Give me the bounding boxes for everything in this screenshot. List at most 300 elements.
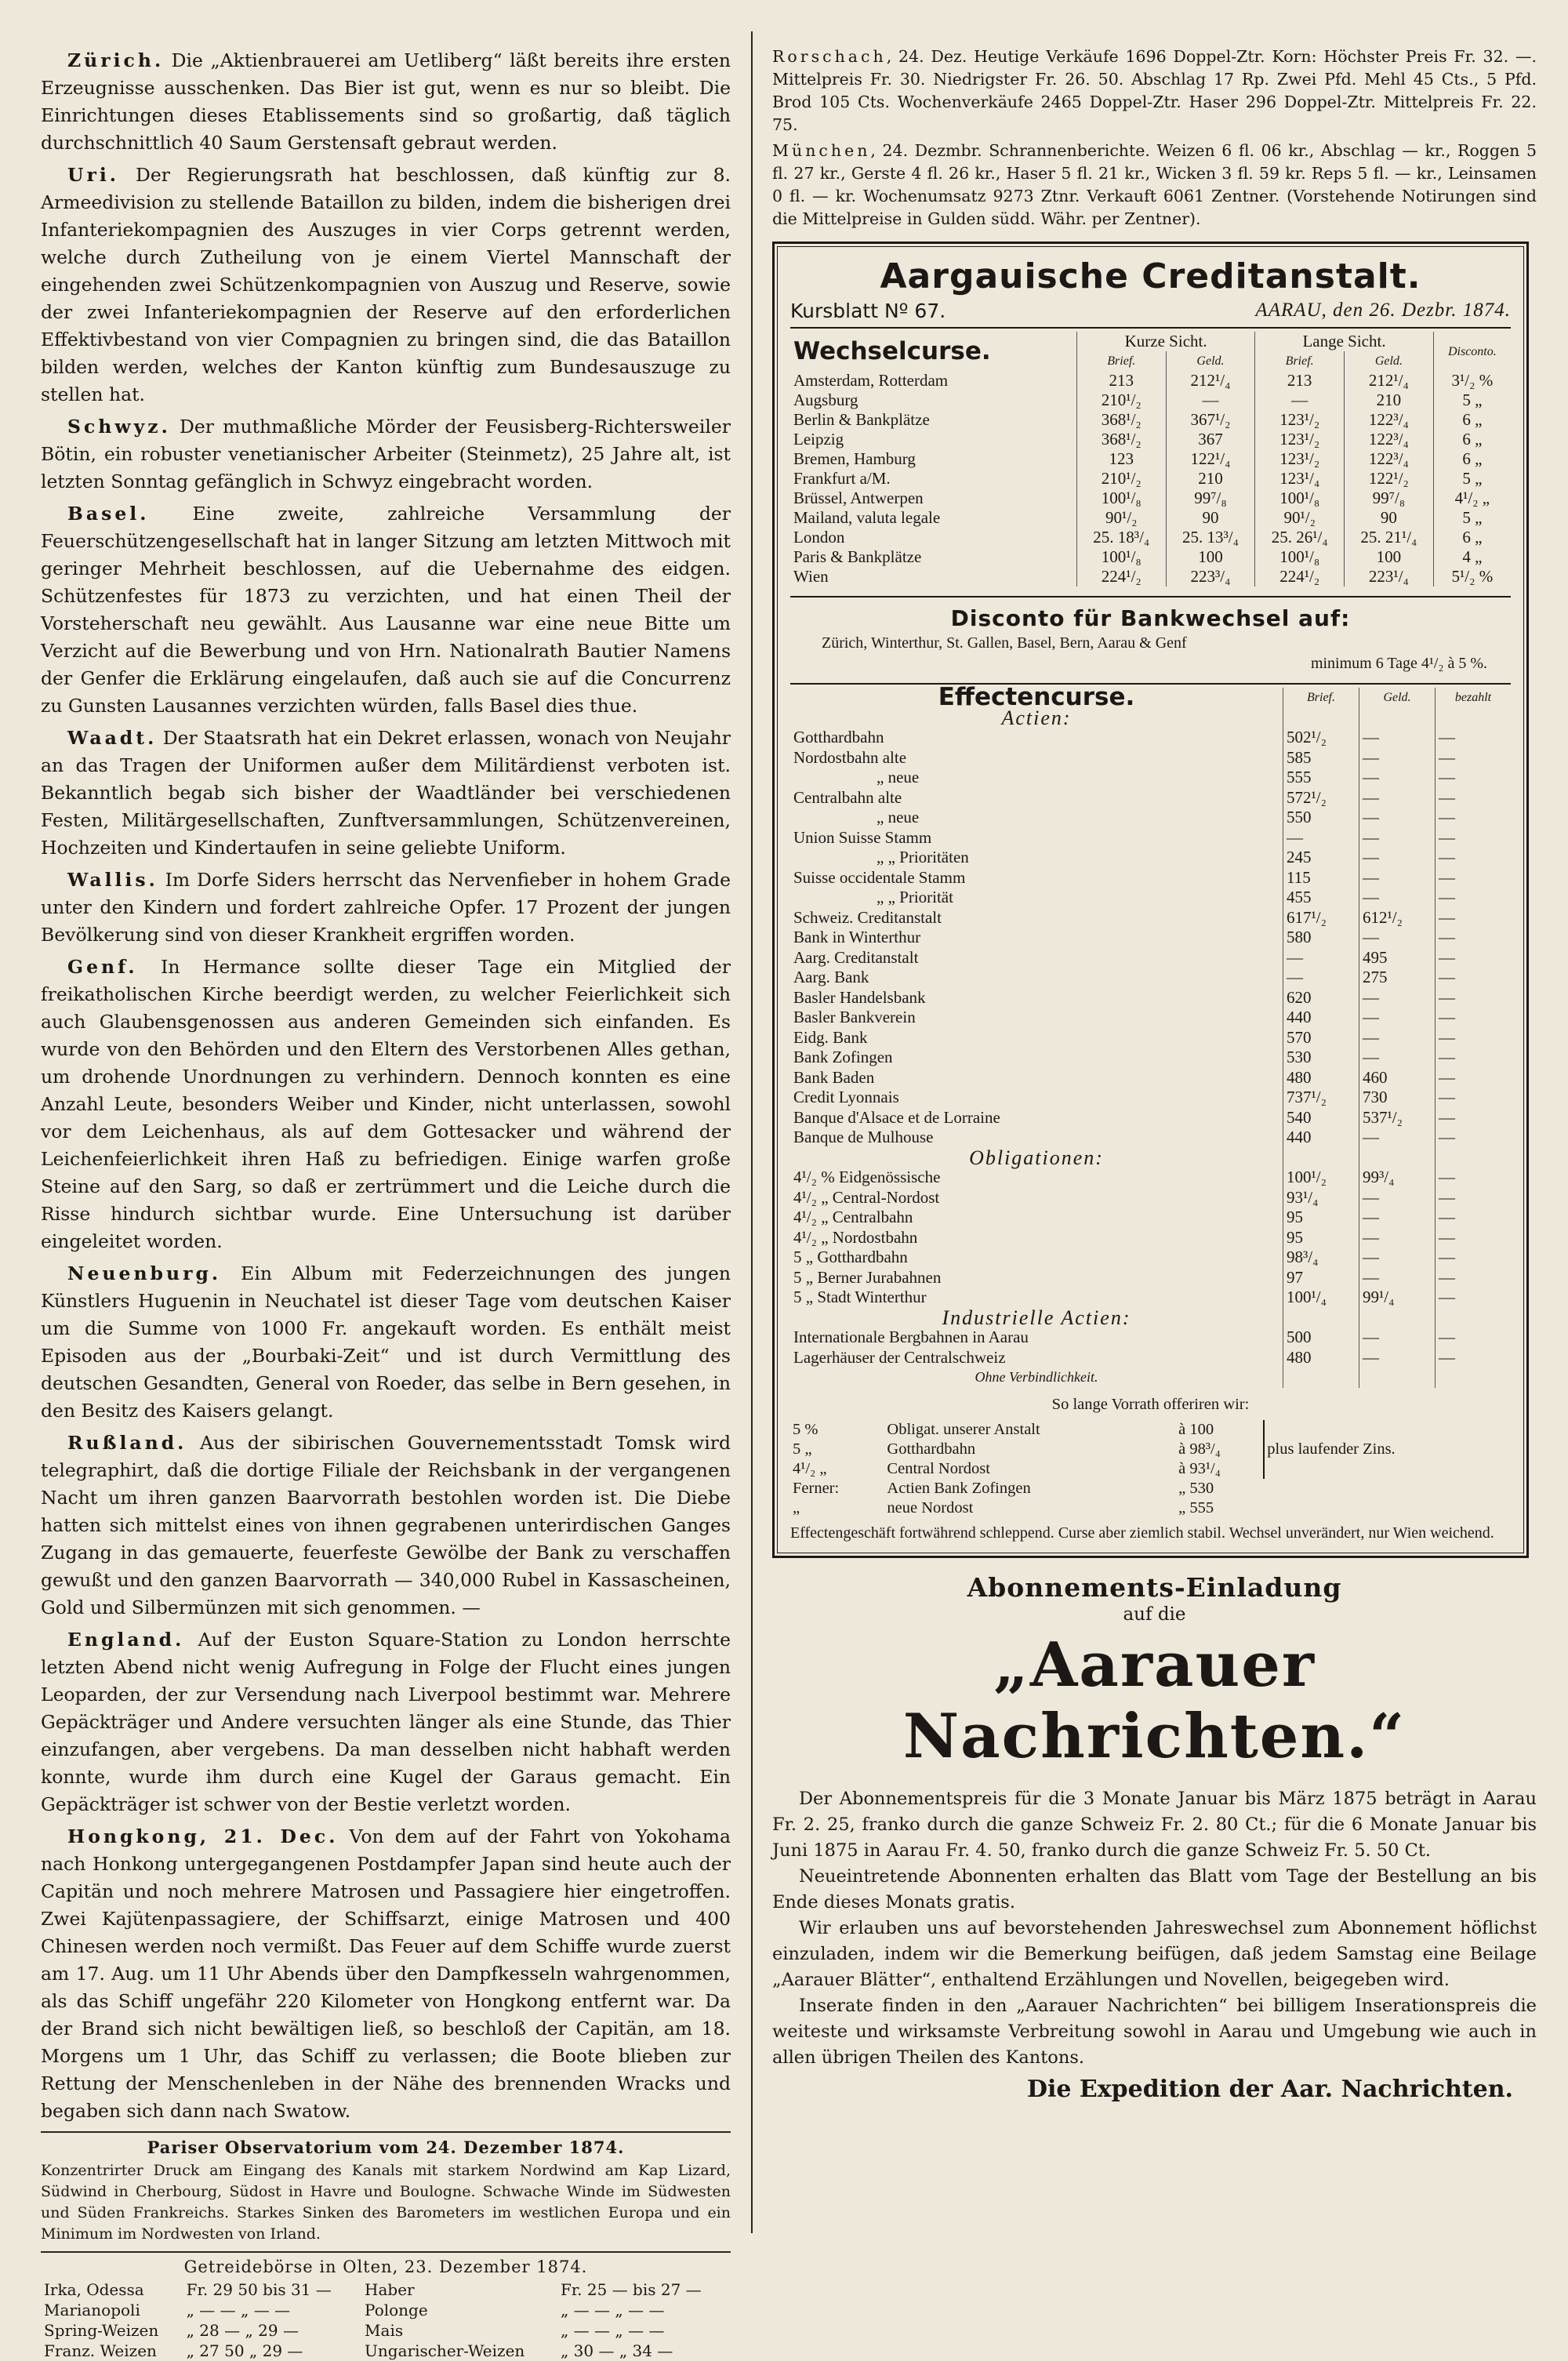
- disconto-header: Disconto.: [1433, 332, 1511, 371]
- securities-bezahlt: —: [1436, 828, 1512, 848]
- grain-cell: „ — — „ — —: [560, 2301, 665, 2319]
- securities-bezahlt: —: [1436, 948, 1512, 968]
- kursblatt-footer: Effectengeschäft fortwährend schleppend. Curse aber ziemlich stabil. Wechsel unverändert, nur Wien weichend.: [790, 1524, 1494, 1542]
- securities-name: 4¹/₂ % Eidgenössische: [793, 1168, 941, 1186]
- securities-geld: —: [1359, 1188, 1436, 1208]
- securities-name: Centralbahn alte: [793, 787, 902, 807]
- newspaper-name: „Aarauer Nachrichten.“: [902, 1629, 1406, 1772]
- exchange-place: Augsburg: [793, 390, 858, 409]
- grain-cell: Haber: [365, 2280, 415, 2299]
- securities-geld: 612¹/₂: [1359, 908, 1436, 928]
- securities-empty: [1283, 1368, 1359, 1388]
- securities-bezahlt: —: [1436, 848, 1512, 868]
- exchange-value: 122¹/₂: [1345, 469, 1434, 489]
- securities-geld: —: [1359, 1268, 1436, 1288]
- market-place: Rorschach: [772, 47, 887, 66]
- securities-empty: [1283, 1308, 1359, 1328]
- offer-title: So lange Vorrath offeriren wir:: [1051, 1395, 1250, 1413]
- grain-row: [41, 2320, 731, 2341]
- news-articles: [41, 47, 731, 2125]
- securities-bezahlt: —: [1436, 1088, 1512, 1108]
- grain-cell: Mais: [365, 2321, 404, 2340]
- securities-row: [790, 848, 1511, 868]
- securities-bezahlt: —: [1436, 928, 1512, 948]
- securities-section-heading: Industrielle Actien:: [942, 1306, 1131, 1329]
- market-report: [772, 45, 1537, 136]
- securities-brief: 570: [1283, 1028, 1359, 1048]
- securities-note: Ohne Verbindlichkeit.: [975, 1369, 1098, 1385]
- article-place: Basel.: [67, 503, 150, 525]
- securities-brief: 530: [1283, 1048, 1359, 1068]
- securities-brief: 97: [1283, 1268, 1359, 1288]
- securities-brief: 440: [1283, 1128, 1359, 1148]
- offer-cell: 5 %: [793, 1420, 818, 1438]
- grain-cell: „ 30 — „ 34 —: [560, 2341, 673, 2360]
- news-article: [41, 1823, 731, 2125]
- exchange-value: 122¹/₄: [1166, 449, 1255, 469]
- securities-bezahlt: —: [1436, 1108, 1512, 1128]
- securities-bezahlt: —: [1436, 1128, 1512, 1148]
- exchange-value: 212¹/₄: [1166, 371, 1255, 390]
- subscription-auf: auf die: [1123, 1604, 1186, 1625]
- securities-brief: 455: [1283, 888, 1359, 908]
- securities-brief: 540: [1283, 1108, 1359, 1128]
- exchange-value: 4 „: [1433, 547, 1511, 567]
- exchange-value: 368¹/₂: [1076, 430, 1166, 449]
- securities-name: Aarg. Creditanstalt: [793, 947, 919, 967]
- securities-name: 4¹/₂ „ Central-Nordost: [793, 1187, 940, 1207]
- exchange-value: 212¹/₄: [1345, 371, 1434, 390]
- securities-bezahlt: —: [1436, 1348, 1512, 1368]
- securities-geld: 99¹/₄: [1359, 1288, 1436, 1308]
- exchange-row: [790, 528, 1511, 547]
- short-sight-header: Kurze Sicht.: [1076, 332, 1254, 351]
- market-report: [772, 140, 1537, 231]
- securities-name: Banque de Mulhouse: [793, 1128, 934, 1146]
- securities-bezahlt: —: [1436, 888, 1512, 908]
- exchange-value: 123: [1076, 449, 1166, 469]
- securities-empty: [1436, 1368, 1512, 1388]
- news-article: [41, 866, 731, 949]
- securities-brief: 500: [1283, 1328, 1359, 1348]
- observatory-text: Konzentrirter Druck am Eingang des Kanals mit starkem Nordwind am Kap Lizard, Südwind in Cherbourg, Südost in Havre und Boulogne. Schwache Winde im Südwesten und Süden Frankreichs. Starkes Sinken des Barometers im westlichen Europa und ein Minimum im Nordwesten von Irland.: [41, 2162, 731, 2243]
- exchange-value: 5 „: [1433, 469, 1511, 489]
- securities-bezahlt: —: [1436, 1248, 1512, 1268]
- exchange-value: —: [1166, 390, 1255, 410]
- article-place: Waadt.: [67, 727, 158, 749]
- grain-price-table: [41, 2279, 731, 2361]
- exchange-row: [790, 410, 1511, 430]
- securities-row: [790, 1088, 1511, 1108]
- securities-name: Bank in Winterthur: [793, 928, 921, 946]
- news-article: [41, 1260, 731, 1425]
- securities-row: [790, 768, 1511, 788]
- securities-bezahlt: —: [1436, 1048, 1512, 1068]
- observatory-title: Pariser Observatorium vom 24. Dezember 1874.: [147, 2138, 625, 2157]
- securities-row: [790, 1268, 1511, 1288]
- securities-row: [790, 1188, 1511, 1208]
- offer-cell: à 93¹/₄: [1178, 1459, 1221, 1477]
- securities-name: Lagerhäuser der Centralschweiz: [793, 1347, 1006, 1367]
- article-place: Schwyz.: [67, 416, 171, 438]
- securities-empty: [1283, 1148, 1359, 1168]
- securities-row: [790, 868, 1511, 888]
- exchange-place: Amsterdam, Rotterdam: [793, 371, 949, 390]
- article-place: Zürich.: [67, 49, 165, 71]
- offer-cell: 5 „: [793, 1440, 812, 1458]
- exchange-place: Mailand, valuta legale: [793, 508, 941, 527]
- securities-bezahlt: —: [1436, 788, 1512, 808]
- securities-row: [790, 748, 1511, 768]
- article-text: Der muthmaßliche Mörder der Feusisberg-Richtersweiler Bötin, ein robuster venetianischer Arbeiter (Steinmetz), 25 Jahre alt, ist letzten Sonntag gefänglich in Schwyz eingebracht worden.: [41, 416, 731, 492]
- grain-cell: Irka, Odessa: [44, 2280, 144, 2299]
- securities-brief: 480: [1283, 1068, 1359, 1088]
- securities-geld: —: [1359, 768, 1436, 788]
- exchange-value: 213: [1255, 371, 1345, 390]
- exchange-row: [790, 430, 1511, 449]
- article-place: Rußland.: [67, 1432, 187, 1454]
- securities-name: Union Suisse Stamm: [793, 827, 932, 847]
- exchange-value: 5 „: [1433, 508, 1511, 528]
- exchange-value: 122³/₄: [1345, 449, 1434, 469]
- securities-row: [790, 1068, 1511, 1088]
- securities-geld: —: [1359, 1008, 1436, 1028]
- grain-exchange-title: Getreidebörse in Olten, 23. Dezember 1874.: [183, 2257, 588, 2276]
- securities-name: 5 „ Berner Jurabahnen: [793, 1267, 942, 1287]
- bezahlt-header: bezahlt: [1436, 688, 1512, 708]
- securities-empty: [1359, 708, 1436, 728]
- securities-name: 5 „ Gotthardbahn: [793, 1248, 908, 1266]
- exchange-value: 5 „: [1433, 390, 1511, 410]
- news-article: [41, 47, 731, 157]
- exchange-value: 100¹/₈: [1076, 547, 1166, 567]
- kursblatt-date: AARAU, den 26. Dezbr. 1874.: [1255, 300, 1511, 321]
- securities-section-heading: Obligationen:: [969, 1146, 1104, 1169]
- exchange-value: 90: [1166, 508, 1255, 528]
- securities-brief: 93¹/₄: [1283, 1188, 1359, 1208]
- securities-geld: —: [1359, 988, 1436, 1008]
- securities-empty: [1359, 1308, 1436, 1328]
- exchange-value: 122³/₄: [1345, 410, 1434, 430]
- offer-cell: à 98³/₄: [1178, 1440, 1221, 1458]
- offer-cell: Ferner:: [793, 1479, 840, 1497]
- securities-row: [790, 1208, 1511, 1228]
- article-text: Der Staatsrath hat ein Dekret erlassen, wonach von Neujahr an das Tragen der Uniformen außer dem Militärdienst verboten ist. Bekanntlich begab sich bisher der Waadtländer bei verschiedenen Festen, Militärgesellschaften, Zunftversammlungen, Schützenvereinen, Hochzeiten und Kindertaufen in seine geliebte Uniform.: [41, 727, 731, 859]
- securities-row: [790, 1108, 1511, 1128]
- exchange-row: [790, 469, 1511, 489]
- securities-name: „ „ Priorität: [877, 888, 953, 906]
- securities-row: [790, 808, 1511, 828]
- securities-bezahlt: —: [1436, 1168, 1512, 1188]
- exchange-value: 213: [1076, 371, 1166, 390]
- grain-cell: Marianopoli: [44, 2301, 140, 2319]
- securities-brief: 245: [1283, 848, 1359, 868]
- securities-row: [790, 1348, 1511, 1368]
- securities-bezahlt: —: [1436, 1268, 1512, 1288]
- brief-header: Brief.: [1255, 351, 1345, 371]
- exchange-value: 4¹/₂ „: [1433, 489, 1511, 508]
- exchange-value: 123¹/₂: [1255, 430, 1345, 449]
- securities-bezahlt: —: [1436, 1328, 1512, 1348]
- offer-cell: 4¹/₂ „: [793, 1459, 827, 1477]
- exchange-value: 210¹/₂: [1076, 469, 1166, 489]
- securities-row: [790, 828, 1511, 848]
- offer-cell: „ 555: [1178, 1498, 1214, 1516]
- grain-cell: Ungarischer-Weizen: [365, 2341, 525, 2360]
- securities-bezahlt: —: [1436, 868, 1512, 888]
- offer-cell: Central Nordost: [887, 1459, 990, 1477]
- subscription-inserate: Inserate finden in den „Aarauer Nachrichten“ bei billigem Inserationspreis die weiteste und wirksamste Verbreitung sowohl in Aarau und Umgebung wie auch in allen übrigen Theilen des Kantons.: [772, 1995, 1537, 2068]
- grain-cell: Polonge: [365, 2301, 428, 2319]
- securities-row: [790, 788, 1511, 808]
- securities-row: [790, 1308, 1511, 1328]
- securities-bezahlt: —: [1436, 1068, 1512, 1088]
- news-article: [41, 953, 731, 1255]
- securities-row: [790, 728, 1511, 748]
- market-text: , 24. Dez. Heutige Verkäufe 1696 Doppel-Ztr. Korn: Höchster Preis Fr. 32. —. Mittelpreis Fr. 30. Niedrigster Fr. 26. 50. Abschlag 17 Rp. Zwei Pfd. Mehl 45 Cts., 5 Pfd. Brod 105 Cts. Wochenverkäufe 2465 Doppel-Ztr. Haser 296 Doppel-Ztr. Mittelpreis Fr. 22. 75.: [772, 47, 1537, 134]
- securities-name: 4¹/₂ „ Centralbahn: [793, 1208, 913, 1226]
- securities-row: [790, 908, 1511, 928]
- securities-brief: 617¹/₂: [1283, 908, 1359, 928]
- exchange-value: 100¹/₈: [1076, 489, 1166, 508]
- offer-table: [790, 1420, 1511, 1518]
- exchange-value: 123¹/₂: [1255, 449, 1345, 469]
- securities-row: [790, 928, 1511, 948]
- securities-row: [790, 948, 1511, 968]
- separator-line: [41, 2251, 731, 2253]
- securities-empty: [1436, 1148, 1512, 1168]
- securities-row: [790, 1368, 1511, 1388]
- securities-geld: 537¹/₂: [1359, 1108, 1436, 1128]
- securities-name: Basler Handelsbank: [793, 987, 926, 1007]
- securities-brief: —: [1283, 968, 1359, 988]
- exchange-place: Bremen, Hamburg: [793, 449, 916, 468]
- exchange-value: 100¹/₈: [1255, 489, 1345, 508]
- offer-cell: à 100: [1178, 1420, 1214, 1438]
- subscription-signature: Die Expedition der Aar. Nachrichten.: [1026, 2075, 1513, 2103]
- securities-brief: —: [1283, 948, 1359, 968]
- securities-geld: —: [1359, 1348, 1436, 1368]
- securities-row: [790, 1008, 1511, 1028]
- securities-bezahlt: —: [1436, 1288, 1512, 1308]
- kursblatt-box: [772, 242, 1529, 1558]
- securities-row: [790, 1248, 1511, 1268]
- securities-row: [790, 888, 1511, 908]
- securities-name: Aarg. Bank: [793, 968, 869, 986]
- exchange-row: [790, 449, 1511, 469]
- column-divider: [751, 31, 753, 2233]
- securities-bezahlt: —: [1436, 908, 1512, 928]
- exchange-row: [790, 390, 1511, 410]
- article-place: Wallis.: [67, 869, 158, 891]
- securities-name: 4¹/₂ „ Nordostbahn: [793, 1227, 918, 1247]
- exchange-value: 90¹/₂: [1255, 508, 1345, 528]
- securities-row: [790, 1148, 1511, 1168]
- securities-name: Suisse occidentale Stamm: [793, 867, 966, 887]
- securities-brief: 737¹/₂: [1283, 1088, 1359, 1108]
- disconto-places: Zürich, Winterthur, St. Gallen, Basel, Bern, Aarau & Genf: [822, 634, 1187, 652]
- news-article: [41, 1626, 731, 1818]
- securities-name: 5 „ Stadt Winterthur: [793, 1288, 927, 1306]
- securities-row: [790, 1048, 1511, 1068]
- securities-brief: 95: [1283, 1208, 1359, 1228]
- exchange-value: 123¹/₂: [1255, 410, 1345, 430]
- securities-name: Eidg. Bank: [793, 1027, 868, 1047]
- offer-row: [790, 1498, 1511, 1518]
- separator-line: [41, 2131, 731, 2133]
- geld-header: Geld.: [1345, 351, 1434, 371]
- geld-header: Geld.: [1359, 688, 1436, 708]
- securities-geld: —: [1359, 928, 1436, 948]
- securities-bezahlt: —: [1436, 1028, 1512, 1048]
- securities-name: Nordostbahn alte: [793, 747, 907, 767]
- securities-name: Banque d'Alsace et de Lorraine: [793, 1107, 1000, 1127]
- exchange-value: 3¹/₂ %: [1433, 371, 1511, 390]
- exchange-value: 210¹/₂: [1076, 390, 1166, 410]
- exchange-place: London: [793, 528, 845, 547]
- wechselcurse-heading: Wechselcurse.: [793, 336, 991, 365]
- grain-cell: „ 28 — „ 29 —: [186, 2321, 299, 2340]
- offer-cell: „ 530: [1178, 1479, 1214, 1497]
- securities-geld: —: [1359, 888, 1436, 908]
- grain-row: [41, 2341, 731, 2361]
- securities-brief: 502¹/₂: [1283, 728, 1359, 748]
- offer-cell: Obligat. unserer Anstalt: [887, 1420, 1040, 1438]
- disconto-title: Disconto für Bankwechsel auf:: [950, 605, 1351, 631]
- article-text: In Hermance sollte dieser Tage ein Mitglied der freikatholischen Kirche beerdigt werden, zu welcher Feierlichkeit sich auch Glaubensgenossen aus anderen Gemeinden sich einfanden. Es wurde von den Behörden und den Eltern des Verstorbenen Alles gethan, um drohende Unordnungen zu verhindern. Dennoch konnten es eine Anzahl Leute, besonders Weiber und Kinder, nicht unterlassen, sowohl vor dem Leichenhaus, als auf dem Gottesacker und während der Leichenfeierlichkeit ihren Haß zu befriedigen. Einige warfen große Steine auf den Sarg, so daß er zertrümmert und die Leiche durch die Risse hindurch sichtbar wurde. Eine Untersuchung ist darüber eingeleitet worden.: [41, 956, 731, 1252]
- securities-brief: 440: [1283, 1008, 1359, 1028]
- box-divider: [790, 683, 1511, 685]
- news-article: [41, 162, 731, 409]
- securities-bezahlt: —: [1436, 748, 1512, 768]
- securities-bezahlt: —: [1436, 728, 1512, 748]
- securities-geld: —: [1359, 748, 1436, 768]
- securities-brief: 98³/₄: [1283, 1248, 1359, 1268]
- securities-brief: 620: [1283, 988, 1359, 1008]
- securities-brief: 95: [1283, 1228, 1359, 1248]
- exchange-value: 5¹/₂ %: [1433, 567, 1511, 587]
- exchange-value: 224¹/₂: [1076, 567, 1166, 587]
- securities-empty: [1359, 1368, 1436, 1388]
- securities-bezahlt: —: [1436, 808, 1512, 828]
- market-place: München: [772, 141, 871, 160]
- securities-brief: 555: [1283, 768, 1359, 788]
- exchange-place: Frankfurt a/M.: [793, 469, 891, 488]
- securities-name: Gotthardbahn: [793, 728, 884, 746]
- securities-geld: —: [1359, 1048, 1436, 1068]
- securities-bezahlt: —: [1436, 968, 1512, 988]
- securities-brief: 572¹/₂: [1283, 788, 1359, 808]
- geld-header: Geld.: [1166, 351, 1255, 371]
- exchange-value: 6 „: [1433, 430, 1511, 449]
- article-text: Von dem auf der Fahrt von Yokohama nach Honkong untergegangenen Postdampfer Japan sind heute auch der Capitän und noch mehrere Matrosen und Passagiere hier eingetroffen. Zwei Kajütenpassagiere, der Schiffsarzt, einige Matrosen und 400 Chinesen werden noch vermißt. Das Feuer auf dem Schiffe wurde zuerst am 17. Aug. um 11 Uhr Abends über den Dampfkesseln wahrgenommen, als das Schiff ungefähr 220 Kilometer von Hongkong entfernt war. Da der Brand sich nicht bewältigen ließ, so beschloß der Capitän, am 18. Morgens um 1 Uhr, das Schiff zu verlassen; die Boote blieben zur Rettung der Menschenleben in der Nähe des brennenden Wracks und begaben sich dann nach Swatow.: [41, 1825, 731, 2122]
- securities-geld: 275: [1359, 968, 1436, 988]
- article-text: Aus der sibirischen Gouvernementsstadt Tomsk wird telegraphirt, daß die dortige Filiale der Reichsbank in der vergangenen Nacht um ihren ganzen Baarvorrath bestohlen worden ist. Die Diebe hatten sich mittelst eines von ihnen gegrabenen unterirdischen Ganges Zugang in das gemauerte, feuerfeste Gewölbe der Bank zu verschaffen gewußt und den ganzen Baarvorrath — 340,000 Rubel in Kassascheinen, Gold und Silbermünzen mit sich genommen. —: [41, 1432, 731, 1618]
- offer-cell: Gotthardbahn: [887, 1440, 976, 1458]
- exchange-value: 100: [1345, 547, 1434, 567]
- securities-empty: [1436, 708, 1512, 728]
- securities-geld: —: [1359, 1028, 1436, 1048]
- securities-name: Basler Bankverein: [793, 1008, 916, 1026]
- box-divider: [790, 596, 1511, 598]
- securities-section-heading: Actien:: [1001, 706, 1072, 729]
- exchange-value: 223³/₄: [1166, 567, 1255, 587]
- offer-row: [790, 1479, 1511, 1498]
- exchange-value: 25. 26¹/₄: [1255, 528, 1345, 547]
- securities-geld: —: [1359, 848, 1436, 868]
- subscription-new-subscribers: Neueintretende Abonnenten erhalten das Blatt vom Tage der Bestellung an bis Ende dieses Monats gratis.: [772, 1865, 1537, 1912]
- securities-brief: —: [1283, 828, 1359, 848]
- securities-name: Schweiz. Creditanstalt: [793, 907, 942, 927]
- grain-cell: Fr. 29 50 bis 31 —: [186, 2280, 332, 2299]
- exchange-value: 6 „: [1433, 528, 1511, 547]
- offer-cell: neue Nordost: [887, 1498, 974, 1516]
- exchange-value: 100¹/₈: [1255, 547, 1345, 567]
- exchange-place: Wien: [793, 567, 829, 586]
- subscription-invitation: Wir erlauben uns auf bevorstehenden Jahreswechsel zum Abonnement höflichst einzuladen, indem wir die Bemerkung beifügen, daß jedem Samstag eine Beilage „Aarauer Blätter“, enthaltend Erzählungen und Novellen, beigegeben wird.: [772, 1917, 1537, 1990]
- exchange-value: 367: [1166, 430, 1255, 449]
- exchange-value: 210: [1166, 469, 1255, 489]
- grain-cell: „ — — „ — —: [186, 2301, 291, 2319]
- article-place: Uri.: [67, 164, 119, 186]
- securities-table: [790, 683, 1511, 1388]
- exchange-value: 123¹/₄: [1255, 469, 1345, 489]
- offer-row: [790, 1420, 1511, 1440]
- subscription-price-text: Der Abonnementspreis für die 3 Monate Januar bis März 1875 beträgt in Aarau Fr. 2. 25, franko durch die ganze Schweiz Fr. 2. 80 Ct.; für die 6 Monate Januar bis Juni 1875 in Aarau Fr. 4. 50, franko durch die ganze Schweiz Fr. 5. 50 Ct.: [772, 1788, 1537, 1861]
- securities-geld: —: [1359, 1228, 1436, 1248]
- securities-empty: [1283, 708, 1359, 728]
- exchange-value: 6 „: [1433, 449, 1511, 469]
- article-text: Im Dorfe Siders herrscht das Nervenfieber in hohem Grade unter den Kindern und fordert zahlreiche Opfer. 17 Prozent der jungen Bevölkerung sind von dieser Krankheit ergriffen worden.: [41, 869, 731, 946]
- securities-geld: 460: [1359, 1068, 1436, 1088]
- securities-geld: —: [1359, 828, 1436, 848]
- securities-row: [790, 1128, 1511, 1148]
- securities-name: Bank Baden: [793, 1067, 875, 1087]
- securities-row: [790, 968, 1511, 988]
- exchange-value: 368¹/₂: [1076, 410, 1166, 430]
- exchange-value: 99⁷/₈: [1166, 489, 1255, 508]
- exchange-value: 100: [1166, 547, 1255, 567]
- effectencurse-heading: Effectencurse.: [938, 683, 1135, 711]
- securities-name: „ „ Prioritäten: [877, 848, 969, 866]
- exchange-row: [790, 508, 1511, 528]
- securities-geld: 495: [1359, 948, 1436, 968]
- securities-geld: —: [1359, 1128, 1436, 1148]
- exchange-place: Brüssel, Antwerpen: [793, 489, 924, 507]
- securities-brief: 100¹/₄: [1283, 1288, 1359, 1308]
- securities-name: Internationale Bergbahnen in Aarau: [793, 1328, 1029, 1346]
- securities-geld: —: [1359, 868, 1436, 888]
- disconto-minimum: minimum 6 Tage 4¹/₂ à 5 %.: [1310, 655, 1487, 672]
- exchange-value: 25. 13³/₄: [1166, 528, 1255, 547]
- securities-bezahlt: —: [1436, 1228, 1512, 1248]
- right-column: [772, 45, 1537, 2103]
- grain-row: [41, 2279, 731, 2300]
- brief-header: Brief.: [1283, 688, 1359, 708]
- article-place: Genf.: [67, 956, 138, 978]
- news-article: [41, 1429, 731, 1622]
- exchange-value: 25. 21¹/₄: [1345, 528, 1434, 547]
- securities-empty: [1436, 1308, 1512, 1328]
- market-reports: [772, 45, 1537, 231]
- exchange-value: 99⁷/₈: [1345, 489, 1434, 508]
- exchange-value: 223¹/₄: [1345, 567, 1434, 587]
- exchange-place: Leipzig: [793, 430, 844, 449]
- securities-geld: —: [1359, 788, 1436, 808]
- grain-cell: Franz. Weizen: [44, 2341, 157, 2360]
- news-article: [41, 413, 731, 496]
- exchange-value: 90¹/₂: [1076, 508, 1166, 528]
